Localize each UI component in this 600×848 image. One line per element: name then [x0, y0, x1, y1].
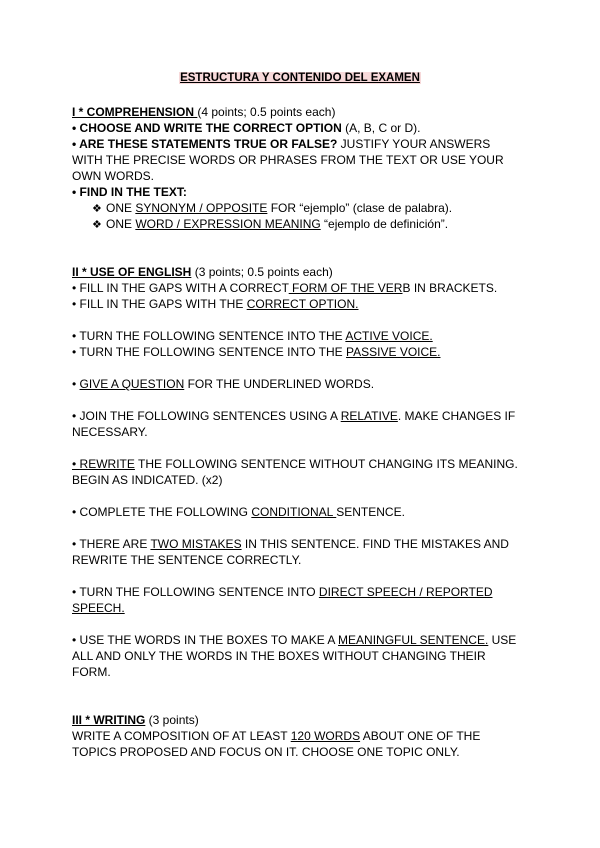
- s2-item-d: [72, 344, 532, 360]
- s2-item-m-cont-1: ALL AND ONLY THE WORDS IN THE BOXES WITHOUT CHANGING THEIR: [72, 649, 486, 663]
- s2-d2: PASSIVE VOICE.: [346, 345, 441, 359]
- s2-item-j: [72, 536, 532, 552]
- s2-item-m-cont-2: FORM.: [72, 665, 111, 679]
- s2-j3: IN THIS SENTENCE. FIND THE MISTAKES AND: [241, 537, 509, 551]
- s2-e2: GIVE A QUESTION: [79, 377, 185, 391]
- s3-w3: ABOUT ONE OF THE: [360, 729, 481, 743]
- s2-e3: FOR THE UNDERLINED WORDS.: [184, 377, 375, 391]
- s2-d1: • TURN THE FOLLOWING SENTENCE INTO THE: [72, 345, 347, 359]
- section-2-heading-line: [72, 264, 532, 280]
- s2-item-k: [72, 584, 532, 600]
- s1-line-3: WITH THE PRECISE WORDS OR PHRASES FROM THE TEXT OR USE YOUR: [72, 153, 504, 167]
- s1-i1-c: FOR “ejemplo” (clase de palabra).: [267, 201, 453, 215]
- s2-j2: TWO MISTAKES: [150, 537, 242, 551]
- s2-f1: • JOIN THE FOLLOWING SENTENCES USING A: [72, 409, 341, 423]
- s2-item-h: [72, 504, 532, 520]
- s2-item-j-cont: REWRITE THE SENTENCE CORRECTLY.: [72, 553, 302, 567]
- s2-item-f-cont: NECESSARY.: [72, 425, 148, 439]
- section-1-heading-line: [72, 104, 532, 120]
- s2-h3: SENTENCE.: [336, 505, 405, 519]
- s2-a3: B IN BRACKETS.: [402, 281, 498, 295]
- s2-item-c: [72, 328, 532, 344]
- s2-b1: • FILL IN THE GAPS WITH THE: [72, 297, 247, 311]
- s1-l1-bold: • CHOOSE AND WRITE THE CORRECT OPTION: [72, 121, 342, 135]
- s1-i1-a: ONE: [106, 201, 136, 215]
- title-text: ESTRUCTURA Y CONTENIDO DEL EXAMEN: [180, 72, 420, 84]
- s2-g1: •: [72, 457, 80, 471]
- s2-item-e: [72, 376, 532, 392]
- s2-h1: • COMPLETE THE FOLLOWING: [72, 505, 252, 519]
- s2-e1: •: [72, 377, 80, 391]
- s2-item-f: [72, 408, 532, 424]
- diamond-bullet-icon: ❖: [92, 219, 102, 231]
- s1-sub-item-2: [92, 216, 552, 233]
- s2-g3: THE FOLLOWING SENTENCE WITHOUT CHANGING ITS MEANING.: [134, 457, 518, 471]
- section-2-heading: II * USE OF ENGLISH: [72, 265, 192, 279]
- s2-b2: CORRECT OPTION.: [246, 297, 359, 311]
- s1-sub-item-1: [92, 200, 552, 217]
- s3-w2: 120 WORDS: [290, 729, 361, 743]
- s2-g2: REWRITE: [79, 457, 135, 471]
- s2-c1: • TURN THE FOLLOWING SENTENCE INTO THE: [72, 329, 346, 343]
- s1-line-1: [72, 120, 532, 136]
- s2-item-a: [72, 280, 532, 296]
- section-3-heading: III * WRITING: [72, 713, 146, 727]
- s1-i2-b: WORD / EXPRESSION MEANING: [135, 217, 321, 231]
- diamond-bullet-icon: ❖: [92, 203, 102, 215]
- s2-m2: MEANINGFUL SENTENCE.: [338, 633, 489, 647]
- s2-j1: • THERE ARE: [72, 537, 151, 551]
- s2-k1: • TURN THE FOLLOWING SENTENCE INTO: [72, 585, 319, 599]
- s2-c2: ACTIVE VOICE.: [345, 329, 433, 343]
- s2-k2: DIRECT SPEECH / REPORTED: [318, 585, 493, 599]
- section-3-points: (3 points): [145, 713, 199, 727]
- section-2-points: (3 points; 0.5 points each): [191, 265, 333, 279]
- s2-f2: RELATIVE: [340, 409, 398, 423]
- s1-i2-a: ONE: [106, 217, 136, 231]
- s1-l1-text: (A, B, C or D).: [341, 121, 421, 135]
- s2-item-m: [72, 632, 532, 648]
- s3-line-1: [72, 728, 532, 744]
- s2-a1: • FILL IN THE GAPS WITH A CORRECT: [72, 281, 289, 295]
- section-1-heading: I * COMPREHENSION: [72, 105, 198, 119]
- s2-item-b: [72, 296, 532, 312]
- section-3-heading-line: [72, 712, 532, 728]
- section-1-points: (4 points; 0.5 points each): [197, 105, 336, 119]
- s2-a2: FORM OF THE VER: [288, 281, 403, 295]
- s2-m3: USE: [488, 633, 517, 647]
- s1-line-5: • FIND IN THE TEXT:: [72, 185, 187, 199]
- s1-l2-bold: • ARE THESE STATEMENTS TRUE OR FALSE?: [72, 137, 338, 151]
- s1-i1-b: SYNONYM / OPPOSITE: [135, 201, 268, 215]
- s1-i2-c: “ejemplo de definición”.: [320, 217, 449, 231]
- s1-l2-text: JUSTIFY YOUR ANSWERS: [337, 137, 491, 151]
- s3-w1: WRITE A COMPOSITION OF AT LEAST: [72, 729, 291, 743]
- s3-line-2: TOPICS PROPOSED AND FOCUS ON IT. CHOOSE ONE TOPIC ONLY.: [72, 745, 460, 759]
- s2-item-k-cont: SPEECH.: [72, 601, 125, 615]
- page-title: [0, 72, 600, 84]
- s2-item-g: [72, 456, 532, 472]
- s2-f3: . MAKE CHANGES IF: [397, 409, 516, 423]
- s2-m1: • USE THE WORDS IN THE BOXES TO MAKE A: [72, 633, 339, 647]
- s1-line-2: [72, 136, 532, 152]
- s2-h2: CONDITIONAL: [251, 505, 337, 519]
- s1-line-4: OWN WORDS.: [72, 169, 154, 183]
- s2-item-g-cont: BEGIN AS INDICATED. (x2): [72, 473, 223, 487]
